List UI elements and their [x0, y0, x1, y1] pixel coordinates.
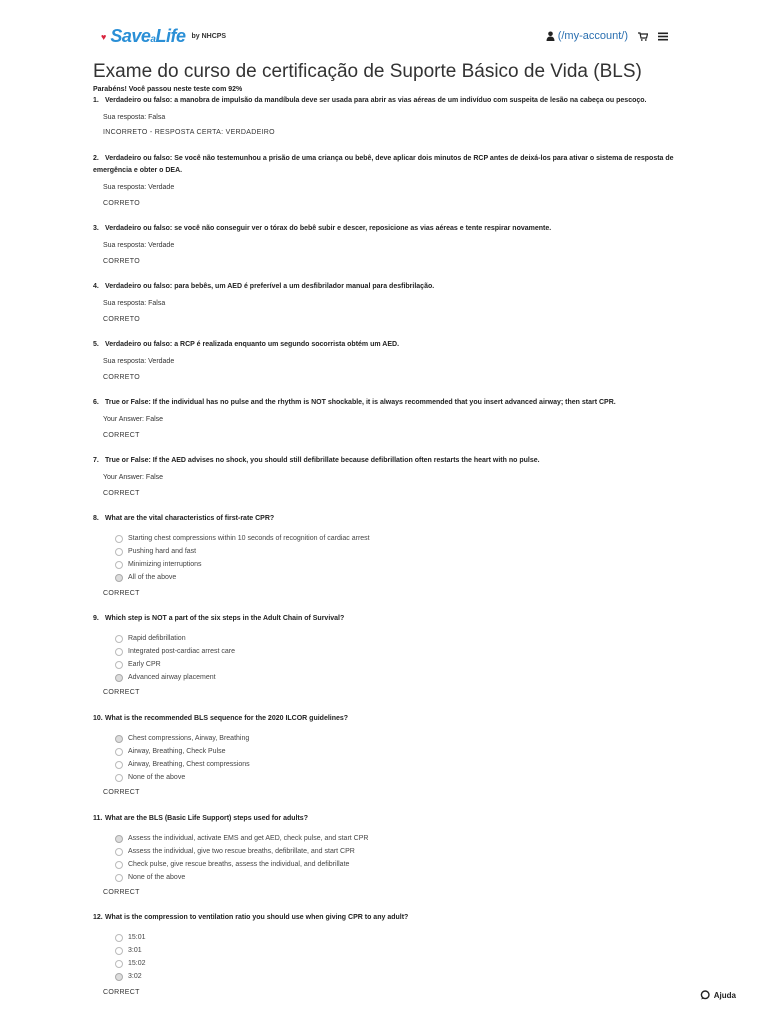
question-text: Verdadeiro ou falso: a RCP é realizada enquanto um segundo socorrista obtém um AED. — [104, 341, 400, 348]
option-1[interactable] — [115, 832, 368, 845]
radio-icon[interactable] — [115, 561, 123, 569]
option-label: Rapid defibrillation — [128, 635, 186, 642]
option-label: 3:01 — [128, 947, 142, 954]
question-number: 4. — [93, 283, 99, 290]
option-label: Assess the individual, give two rescue breaths, defibrillate, and start CPR — [128, 848, 355, 855]
radio-icon[interactable] — [115, 761, 123, 769]
result-text: CORRECT — [103, 590, 140, 597]
question-text: Verdadeiro ou falso: para bebês, um AED é preferível a um desfibrilador manual para desfibrilação. — [104, 283, 435, 290]
option-label: Assess the individual, activate EMS and get AED, check pulse, and start CPR — [128, 835, 369, 842]
result-text: CORRECT — [103, 989, 140, 996]
radio-icon[interactable] — [115, 535, 123, 543]
option-3[interactable] — [115, 858, 368, 871]
option-label: Starting chest compressions within 10 seconds of recognition of cardiac arrest — [128, 535, 370, 542]
option-label: 15:01 — [128, 934, 146, 941]
brand-a: a — [150, 34, 156, 45]
site-header — [0, 0, 768, 70]
radio-icon[interactable] — [115, 774, 123, 782]
options-list — [115, 732, 250, 784]
option-label: All of the above — [128, 574, 177, 581]
question-number: 9. — [93, 615, 99, 622]
answer-text: Sua resposta: Falsa — [103, 300, 166, 307]
result-text: CORRECT — [103, 490, 140, 497]
question-number: 2. — [93, 155, 99, 162]
question-text: Verdadeiro ou falso: a manobra de impulsão da mandíbula deve ser usada para abrir as vias aéreas de um indivíduo com suspeita de lesão na cabeça ou pescoço. — [104, 97, 647, 104]
question-text: What is the compression to ventilation ratio you should use when giving CPR to any adult? — [104, 914, 409, 921]
question-text: Verdadeiro ou falso: se você não conseguir ver o tórax do bebê subir e descer, reposicione as vias aéreas e tente respirar novamente. — [104, 225, 552, 232]
question-6 — [93, 397, 693, 439]
question-12 — [93, 912, 693, 996]
question-text: What is the recommended BLS sequence for the 2020 ILCOR guidelines? — [104, 715, 349, 722]
option-2[interactable] — [115, 745, 250, 758]
option-4[interactable] — [115, 970, 146, 983]
answer-text: Your Answer: False — [103, 474, 164, 481]
page-title: Exame do curso de certificação de Suporte Básico de Vida (BLS) — [93, 61, 642, 82]
question-3 — [93, 223, 693, 265]
options-list — [115, 632, 235, 684]
top-nav — [546, 30, 668, 42]
option-1[interactable] — [115, 632, 235, 645]
option-4[interactable] — [115, 871, 368, 884]
option-4[interactable] — [115, 771, 250, 784]
question-10 — [93, 713, 693, 796]
radio-icon[interactable] — [115, 548, 123, 556]
question-text: True or False: If the AED advises no shock, you should still defibrillate because defibrillation often restarts the heart with no pulse. — [104, 457, 540, 464]
account-link[interactable] — [546, 30, 628, 42]
question-9 — [93, 613, 693, 696]
option-2[interactable] — [115, 645, 235, 658]
question-number: 1. — [93, 97, 99, 104]
radio-icon[interactable] — [115, 648, 123, 656]
chat-bubble-icon — [700, 990, 710, 1000]
radio-icon[interactable] — [115, 635, 123, 643]
answer-text: Your Answer: False — [103, 416, 164, 423]
radio-icon[interactable] — [115, 934, 123, 942]
option-4[interactable] — [115, 671, 235, 684]
option-3[interactable] — [115, 658, 235, 671]
result-text: CORRECT — [103, 689, 140, 696]
question-4 — [93, 281, 693, 323]
answer-text: Sua resposta: Verdade — [103, 242, 175, 249]
brand-suffix: by NHCPS — [191, 33, 227, 40]
option-label: Advanced airway placement — [128, 674, 216, 681]
option-1[interactable] — [115, 931, 146, 944]
question-number: 7. — [93, 457, 99, 464]
question-number: 5. — [93, 341, 99, 348]
option-3[interactable] — [115, 957, 146, 970]
question-text: Verdadeiro ou falso: Se você não testemunhou a prisão de uma criança ou bebê, deve aplicar dois minutos de RCP antes de deixá-los para ativar o sistema de resposta de emergência e obter o DEA. — [93, 155, 674, 174]
result-text: INCORRETO - RESPOSTA CERTA: VERDADEIRO — [103, 129, 275, 136]
option-label: 3:02 — [128, 973, 142, 980]
question-text: Which step is NOT a part of the six steps in the Adult Chain of Survival? — [104, 615, 345, 622]
question-text: True or False: If the individual has no pulse and the rhythm is NOT shockable, it is always recommended that you insert advanced airway; then start CPR. — [104, 399, 616, 406]
score-message: Parabéns! Você passou neste teste com 92% — [93, 86, 243, 93]
option-label: None of the above — [128, 774, 186, 781]
radio-icon[interactable] — [115, 874, 123, 882]
option-label: Integrated post-cardiac arrest care — [128, 648, 235, 655]
account-link-label: (/my-account/) — [557, 30, 628, 42]
radio-selected-icon[interactable] — [115, 735, 123, 743]
option-label: Chest compressions, Airway, Breathing — [128, 735, 250, 742]
option-label: Airway, Breathing, Check Pulse — [128, 748, 226, 755]
option-1[interactable] — [115, 532, 370, 545]
option-2[interactable] — [115, 845, 368, 858]
question-text: What are the vital characteristics of first-rate CPR? — [104, 515, 275, 522]
question-number: 12. — [93, 914, 103, 921]
radio-icon[interactable] — [115, 947, 123, 955]
user-icon — [546, 31, 555, 41]
radio-selected-icon[interactable] — [115, 973, 123, 981]
option-label: Minimizing interruptions — [128, 561, 202, 568]
radio-icon[interactable] — [115, 848, 123, 856]
option-label: 15:02 — [128, 960, 146, 967]
result-text: CORRECT — [103, 432, 140, 439]
question-number: 11. — [93, 815, 103, 822]
brand-save: Save — [110, 26, 151, 46]
option-label: Airway, Breathing, Chest compressions — [128, 761, 250, 768]
option-3[interactable] — [115, 758, 250, 771]
question-7 — [93, 455, 693, 497]
option-label: Early CPR — [128, 661, 161, 668]
result-text: CORRECT — [103, 789, 140, 796]
help-label: Ajuda — [713, 990, 736, 1000]
option-label: Pushing hard and fast — [128, 548, 197, 555]
option-label: None of the above — [128, 874, 186, 881]
option-3[interactable] — [115, 558, 370, 571]
options-list — [115, 532, 370, 584]
result-text: CORRETO — [103, 258, 140, 265]
answer-text: Sua resposta: Falsa — [103, 114, 166, 121]
result-text: CORRECT — [103, 889, 140, 896]
option-2[interactable] — [115, 944, 146, 957]
question-1 — [93, 95, 693, 136]
question-number: 10. — [93, 715, 103, 722]
question-number: 3. — [93, 225, 99, 232]
question-2 — [93, 153, 693, 207]
radio-icon[interactable] — [115, 661, 123, 669]
options-list — [115, 832, 368, 884]
radio-selected-icon[interactable] — [115, 835, 123, 843]
question-11 — [93, 813, 693, 896]
option-2[interactable] — [115, 545, 370, 558]
option-4[interactable] — [115, 571, 370, 584]
option-1[interactable] — [115, 732, 250, 745]
options-list — [115, 931, 146, 983]
option-label: Check pulse, give rescue breaths, assess the individual, and defibrillate — [128, 861, 350, 868]
question-number: 6. — [93, 399, 99, 406]
answer-text: Sua resposta: Verdade — [103, 184, 175, 191]
answer-text: Sua resposta: Verdade — [103, 358, 175, 365]
brand-life: Life — [155, 26, 186, 46]
radio-selected-icon[interactable] — [115, 674, 123, 682]
question-8 — [93, 513, 693, 597]
question-text: What are the BLS (Basic Life Support) steps used for adults? — [104, 815, 308, 822]
question-5 — [93, 339, 693, 381]
cart-icon[interactable] — [638, 32, 648, 41]
radio-selected-icon[interactable] — [115, 574, 123, 582]
menu-icon[interactable] — [658, 32, 668, 41]
radio-icon[interactable] — [115, 960, 123, 968]
help-button[interactable] — [700, 990, 736, 1000]
result-text: CORRETO — [103, 200, 140, 207]
question-number: 8. — [93, 515, 99, 522]
result-text: CORRETO — [103, 374, 140, 381]
radio-icon[interactable] — [115, 861, 123, 869]
result-text: CORRETO — [103, 316, 140, 323]
heart-icon: ♥ — [101, 31, 107, 42]
radio-icon[interactable] — [115, 748, 123, 756]
logo[interactable] — [101, 26, 226, 47]
